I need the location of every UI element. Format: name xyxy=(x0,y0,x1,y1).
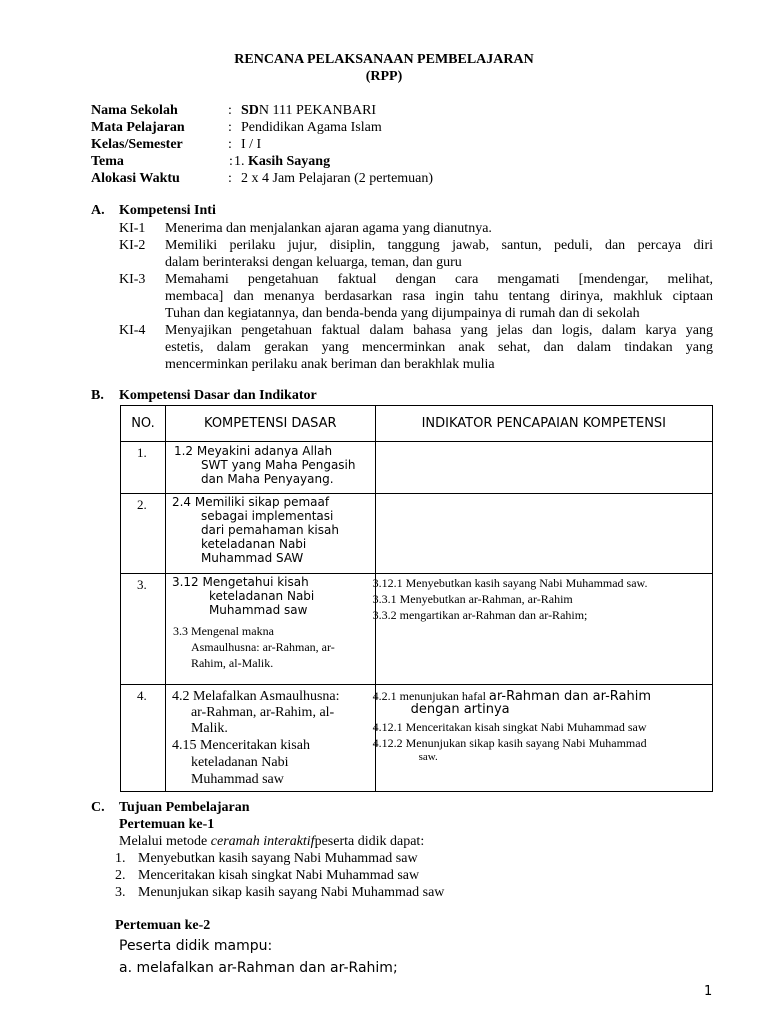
ki-description: Menyajikan pengetahuan faktual dalam bahasa yang jelas dan logis, dalam karya yang estetis, dalam gerakan yang mencerminkan anak sehat, dan dalam tindakan yang mencerminkan perilaku anak beriman dan berakhlak mulia xyxy=(165,323,713,372)
table-row xyxy=(121,574,713,685)
ki-description: Memahami pengetahuan faktual dengan cara mengamati [mendengar, melihat, membaca] dan menanya berdasarkan rasa ingin tahu tentang dirinya, makhluk ciptaan Tuhan dan kegiatannya, dan benda-benda yang dijumpainya di rumah dan di sekolah xyxy=(165,272,713,321)
info-value: Pendidikan Agama Islam xyxy=(241,120,382,135)
info-label: Alokasi Waktu xyxy=(91,171,180,186)
list-item-text: Menceritakan kisah singkat Nabi Muhammad saw xyxy=(138,868,420,883)
ki-code: KI-2 xyxy=(119,238,146,253)
table-row xyxy=(121,685,713,792)
page-number: 1 xyxy=(704,984,713,999)
cell-no: 3. xyxy=(121,574,166,685)
meeting-1-title: Pertemuan ke-1 xyxy=(119,817,215,832)
cell-indikator xyxy=(375,442,712,494)
cell-kd: 1.2 Meyakini adanya Allah SWT yang Maha Pengasih dan Maha Penyayang. xyxy=(165,442,375,494)
doc-title: RENCANA PELAKSANAAN PEMBELAJARAN xyxy=(234,52,534,67)
cell-kd: 4.2 Melafalkan Asmaulhusna: ar-Rahman, ar-Rahim, al- Malik. 4.15 Menceritakan kisah keteladanan Nabi Muhammad saw xyxy=(165,685,375,792)
header-indikator: INDIKATOR PENCAPAIAN KOMPETENSI xyxy=(375,406,712,442)
ki-code: KI-4 xyxy=(119,323,146,338)
cell-no: 1. xyxy=(121,442,166,494)
meeting-2-title: Pertemuan ke-2 xyxy=(115,918,211,933)
info-value: I / I xyxy=(241,137,262,152)
ki-code: KI-3 xyxy=(119,272,146,287)
ki-description: Menerima dan menjalankan ajaran agama yang dianutnya. xyxy=(165,221,492,236)
info-label: Nama Sekolah xyxy=(91,103,178,118)
list-item-text: Menunjukan sikap kasih sayang Nabi Muhammad saw xyxy=(138,885,445,900)
document-page: RENCANA PELAKSANAAN PEMBELAJARAN (RPP) Nama Sekolah : SDN 111 PEKANBARI Mata Pelajaran : Pendidikan Agama Islam Kelas/Semester : I / I Tema : 1. Kasih Sayang Alokasi Waktu : 2 x 4 Jam Pelajaran (2 pertemuan) A. Kompetensi Inti KI-1 Menerima dan menjalankan ajaran agama yang dianutnya. KI-2 Memiliki perilaku jujur, disiplin, tanggung jawab, santun, peduli, dan percaya diri dalam berinteraksi dengan keluarga, teman, dan guru KI-3 Memahami pengetahuan faktual dengan cara mengamati [mendengar, melihat, membaca] dan menanya berdasarkan rasa ingin tahu tentang dirinya, makhluk ciptaan Tuhan dan kegiatannya, dan benda-benda yang dijumpainya di rumah dan di sekolah KI-4 Menyajikan pengetahuan faktual dalam bahasa yang jelas dan logis, dalam karya yang estetis, dalam gerakan yang mencerminkan anak sehat, dan dalam tindakan yang mencerminkan perilaku anak beriman dan berakhlak mulia B. Kompetensi Dasar dan Indikator NO. KOMPETENSI DASAR INDIKATOR PENCAPAIAN KOMPETENSI 1. 1.2 Meyakini adanya Allah SWT yang Maha Pengasih dan Maha Penyayang. 2. 2.4 Memiliki sikap pemaaf sebagai implementasi dari pemahaman kisah keteladanan Nabi Muhammad SAW 3. 3.12 Mengetahui kisah keteladanan Nabi Muhammad saw 3.3 Mengenal makna Asmaulhusna: ar-Rahman, ar- Rahim, al-Malik. 3.12.1 Menyebutkan kasih sayang Nabi Muhammad saw. 3.3.1 Menyebutkan ar-Rahman, ar-Rahim 3.3.2 mengartikan ar-Rahman dan ar-Rahim; 4. 4.2 Melafalkan Asmaulhusna: ar-Rahman, ar-Rahim, al- Malik. 4.15 Menceritakan kisah keteladanan Nabi Muhammad saw 4.2.1 menunjukan hafal ar-Rahman dan ar-Rahim dengan artinya 4.12.1 Menceritakan kisah singkat Nabi Muhammad saw 4.12.2 Menunjukan sikap kasih sayang Nabi Muhammad saw. C. Tujuan Pembelajaran Pertemuan ke-1 Melalui metode ceramah interaktifpeserta didik dapat: 1. Menyebutkan kasih sayang Nabi Muhammad saw 2. Menceritakan kisah singkat Nabi Muhammad saw 3. Menunjukan sikap kasih sayang Nabi Muhammad saw Pertemuan ke-2 Peserta didik mampu: a. melafalkan ar-Rahman dan ar-Rahim; 1 xyxy=(0,0,768,1024)
table-row xyxy=(121,494,713,574)
info-colon: : xyxy=(229,154,233,169)
meeting-1-intro: Melalui metode ceramah interaktifpeserta didik dapat: xyxy=(119,834,425,849)
cell-kd: 3.12 Mengetahui kisah keteladanan Nabi Muhammad saw 3.3 Mengenal makna Asmaulhusna: ar-Rahman, ar- Rahim, al-Malik. xyxy=(165,574,375,685)
table-header-row xyxy=(121,406,713,442)
list-item-text: Menyebutkan kasih sayang Nabi Muhammad saw xyxy=(138,851,418,866)
table-row xyxy=(121,442,713,494)
header-kompetensi-dasar: KOMPETENSI DASAR xyxy=(165,406,375,442)
info-label: Mata Pelajaran xyxy=(91,120,185,135)
list-item: 3. xyxy=(115,885,126,900)
header-no: NO. xyxy=(121,406,166,442)
info-colon: : xyxy=(228,137,232,152)
cell-indikator xyxy=(375,494,712,574)
info-colon: : xyxy=(228,120,232,135)
info-colon: : xyxy=(228,103,232,118)
info-label: Kelas/Semester xyxy=(91,137,183,152)
ki-code: KI-1 xyxy=(119,221,146,236)
kd-indicator-table xyxy=(120,405,713,792)
info-colon: : xyxy=(228,171,232,186)
doc-subtitle: (RPP) xyxy=(365,69,403,84)
cell-no: 4. xyxy=(121,685,166,792)
list-item: 2. xyxy=(115,868,126,883)
cell-indikator: 4.2.1 menunjukan hafal ar-Rahman dan ar-Rahim dengan artinya 4.12.1 Menceritakan kisah singkat Nabi Muhammad saw 4.12.2 Menunjukan sikap kasih sayang Nabi Muhammad saw. xyxy=(375,685,712,792)
meeting-2-item: a. melafalkan ar-Rahman dan ar-Rahim; xyxy=(119,960,398,976)
ki-description: Memiliki perilaku jujur, disiplin, tanggung jawab, santun, peduli, dan percaya diri dalam berinteraksi dengan keluarga, teman, dan guru xyxy=(165,238,713,270)
info-value: SDN 111 PEKANBARI xyxy=(241,103,377,118)
info-value: 1. Kasih Sayang xyxy=(234,154,331,169)
cell-no: 2. xyxy=(121,494,166,574)
meeting-2-intro: Peserta didik mampu: xyxy=(119,938,273,954)
cell-indikator: 3.12.1 Menyebutkan kasih sayang Nabi Muhammad saw. 3.3.1 Menyebutkan ar-Rahman, ar-Rahim 3.3.2 mengartikan ar-Rahman dan ar-Rahim; xyxy=(375,574,712,685)
info-value: 2 x 4 Jam Pelajaran (2 pertemuan) xyxy=(241,171,434,186)
cell-kd: 2.4 Memiliki sikap pemaaf sebagai implementasi dari pemahaman kisah keteladanan Nabi Muhammad SAW xyxy=(165,494,375,574)
list-item: 1. xyxy=(115,851,126,866)
info-label: Tema xyxy=(91,154,124,169)
